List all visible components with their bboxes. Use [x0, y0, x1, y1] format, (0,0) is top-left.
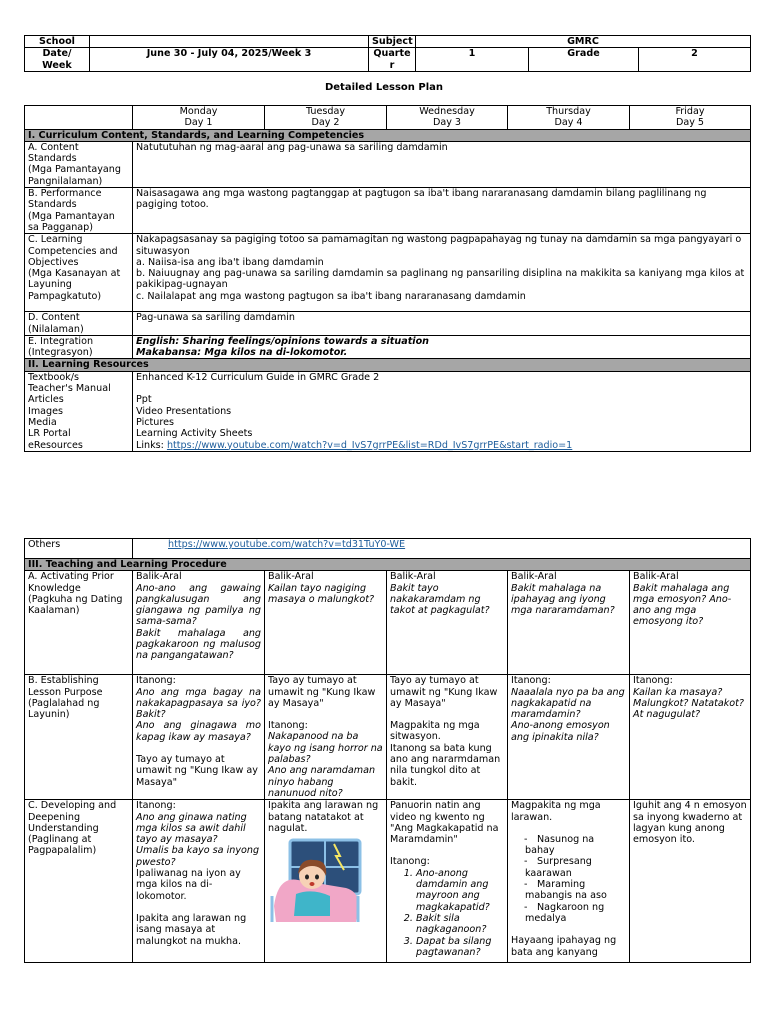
- performance-standards-label: B. Performance Standards (Mga Pamantayan sa Pagganap): [25, 188, 133, 234]
- prior-knowledge-label: A. Activating Prior Knowledge (Pagkuha ng Dating Kaalaman): [25, 571, 133, 675]
- eresources-link[interactable]: https://www.youtube.com/watch?v=d_IvS7grrPE&list=RDd_IvS7grrPE&start_radio=1: [166, 439, 573, 451]
- lesson-purpose-thu: Itanong: Naaalala nyo pa ba ang nagkakapatid na maramdamin? Ano-anong emosyon ang ipinakita nila?: [508, 675, 630, 800]
- content-standards-label: A. Content Standards (Mga Pamantayang Pangnilalaman): [25, 141, 133, 187]
- quarter-label: Quarte r: [369, 48, 416, 72]
- day-header-mon: Monday Day 1: [133, 106, 265, 130]
- day-header-tue: Tuesday Day 2: [265, 106, 387, 130]
- procedure-table: [24, 538, 751, 963]
- competencies-label: C. Learning Competencies and Objectives (Mga Kasanayan at Layuning Pampagkatuto): [25, 234, 133, 312]
- developing-mon: Itanong: Ano ang ginawa nating mga kilos sa awit dahil tayo ay masaya? Umalis ba kayo sa inyong pwesto? Ipaliwanag na iyon ay mga kilos na di-lokomotor. Ipakita ang larawan ng isang masaya at malungkot na mukha.: [133, 800, 265, 963]
- list-item: - Nagkaroon ng medalya: [524, 901, 605, 924]
- developing-thu: Magpakita ng mga larawan. - Nasunog na bahay - Surpresang kaarawan - Maraming mabangis na aso - Nagkaroon ng medalya Hayaang ipahayag ng bata ang kanyang: [508, 800, 630, 963]
- subject-label: Subject: [369, 36, 416, 48]
- quarter-value: 1: [416, 48, 529, 72]
- school-value: [90, 36, 369, 48]
- competencies-value: Nakapagsasanay sa pagiging totoo sa pamamagitan ng wastong pagpapahayag ng tunay na damdamin sa mga pangyayari o situwasyon a. Naiisa-isa ang iba't ibang damdamin b. Naiuugnay ang pag-unawa sa sariling damdamin sa paglinang ng pansariling disiplina na makikita sa kaniyang mga kilos at pakikipag-ugnayan c. Nailalapat ang mga wastong pagtugon sa iba't ibang nararanasang damdamin: [133, 234, 751, 312]
- corner-cell: [25, 106, 133, 130]
- grade-value: 2: [639, 48, 751, 72]
- others-link[interactable]: https://www.youtube.com/watch?v=td31TuY0-WE: [168, 539, 406, 550]
- prior-knowledge-thu: Balik-Aral Bakit mahalaga na ipahayag ang iyong mga nararamdaman?: [508, 571, 630, 675]
- others-value: [133, 539, 751, 559]
- day-header-thu: Thursday Day 4: [508, 106, 630, 130]
- header-table: [24, 35, 751, 72]
- list-item: 1. Ano-anong damdamin ang mayroon ang magkakapatid?: [416, 868, 504, 913]
- list-item: - Maraming mabangis na aso: [524, 879, 607, 902]
- section-1-title: I. Curriculum Content, Standards, and Learning Competencies: [25, 129, 751, 141]
- prior-knowledge-tue: Balik-Aral Kailan tayo nagiging masaya o malungkot?: [265, 571, 387, 675]
- integration-label: E. Integration (Integrasyon): [25, 335, 133, 359]
- day-header-fri: Friday Day 5: [630, 106, 751, 130]
- content-value: Pag-unawa sa sariling damdamin: [133, 312, 751, 336]
- lesson-purpose-fri: Itanong: Kailan ka masaya? Malungkot? Natatakot? At nagugulat?: [630, 675, 751, 800]
- list-item: 2. Bakit sila nagkaganoon?: [416, 913, 504, 936]
- lesson-purpose-label: B. Establishing Lesson Purpose (Paglalahad ng Layunin): [25, 675, 133, 800]
- prior-knowledge-wed: Balik-Aral Bakit tayo nakakaramdam ng takot at pagkagulat?: [387, 571, 508, 675]
- date-label: Date/ Week: [25, 48, 90, 72]
- developing-fri: Iguhit ang 4 n emosyon sa inyong kwaderno at lagyan kung anong emosyon ito.: [630, 800, 751, 963]
- list-item: - Surpresang kaarawan: [524, 856, 592, 879]
- list-item: - Nasunog na bahay: [524, 833, 595, 857]
- content-standards-value: Natututuhan ng mag-aaral ang pag-unawa sa sariling damdamin: [133, 141, 751, 187]
- resources-labels: Textbook/s Teacher's Manual Articles Images Media LR Portal eResources: [25, 371, 133, 451]
- page-title: Detailed Lesson Plan: [324, 82, 444, 93]
- prior-knowledge-mon: Balik-Aral Ano-ano ang gawaing pangkalusugan ang giangawa ng pamilya ng sama-sama? Bakit mahalaga ang pagkakaroon ng malusog na pangangatawan?: [133, 571, 265, 675]
- lesson-purpose-mon: Itanong: Ano ang mga bagay na nakakapagpasaya sa iyo? Bakit? Ano ang ginagawa mo kapag ikaw ay masaya? Tayo ay tumayo at umawit ng "Kung Ikaw ay Masaya": [133, 675, 265, 800]
- integration-value: English: Sharing feelings/opinions towards a situation Makabansa: Mga kilos na di-lokomotor.: [133, 335, 751, 359]
- day-header-wed: Wednesday Day 3: [387, 106, 508, 130]
- school-label: School: [25, 36, 90, 48]
- subject-value: GMRC: [416, 36, 751, 48]
- list-item: 3. Dapat ba silang pagtawanan?: [416, 936, 504, 959]
- section-2-title: II. Learning Resources: [25, 359, 751, 371]
- prior-knowledge-fri: Balik-Aral Bakit mahalaga ang mga emosyon? Ano-ano ang mga emosyong ito?: [630, 571, 751, 675]
- developing-tue: Ipakita ang larawan ng batang natatakot at nagulat.: [265, 800, 387, 963]
- lesson-plan-table: [24, 105, 751, 452]
- section-3-title: III. Teaching and Learning Procedure: [25, 559, 751, 571]
- scared-child-image: [268, 836, 364, 924]
- content-label: D. Content (Nilalaman): [25, 312, 133, 336]
- others-label: Others: [25, 539, 133, 559]
- lesson-purpose-tue: Tayo ay tumayo at umawit ng "Kung Ikaw ay Masaya" Itanong: Nakapanood na ba kayo ng isang horror na palabas? Ano ang naramdaman ninyo habang nanunuod nito?: [265, 675, 387, 800]
- grade-label: Grade: [529, 48, 639, 72]
- resources-values: Enhanced K-12 Curriculum Guide in GMRC Grade 2 Ppt Video Presentations Pictures Learning Activity Sheets Links: https://www.youtube.com/watch?v=d_IvS7grrPE&list=RDd_IvS7grrPE&start_radio=1: [133, 371, 751, 451]
- developing-wed: Panuorin natin ang video ng kwento ng "Ang Magkakapatid na Maramdamin" Itanong: 1. Ano-anong damdamin ang mayroon ang magkakapatid? 2. Bakit sila nagkaganoon? 3. Dapat ba silang pagtawanan?: [387, 800, 508, 963]
- lesson-purpose-wed: Tayo ay tumayo at umawit ng "Kung Ikaw ay Masaya" Magpakita ng mga sitwasyon. Itanong sa bata kung ano ang nararmdaman nila tungkol dito at bakit.: [387, 675, 508, 800]
- performance-standards-value: Naisasagawa ang mga wastong pagtanggap at pagtugon sa iba't ibang nararanasang damdamin bilang paglilinang ng pagiging totoo.: [133, 188, 751, 234]
- developing-label: C. Developing and Deepening Understanding (Paglinang at Pagpapalalim): [25, 800, 133, 963]
- date-value: June 30 - July 04, 2025/Week 3: [90, 48, 369, 72]
